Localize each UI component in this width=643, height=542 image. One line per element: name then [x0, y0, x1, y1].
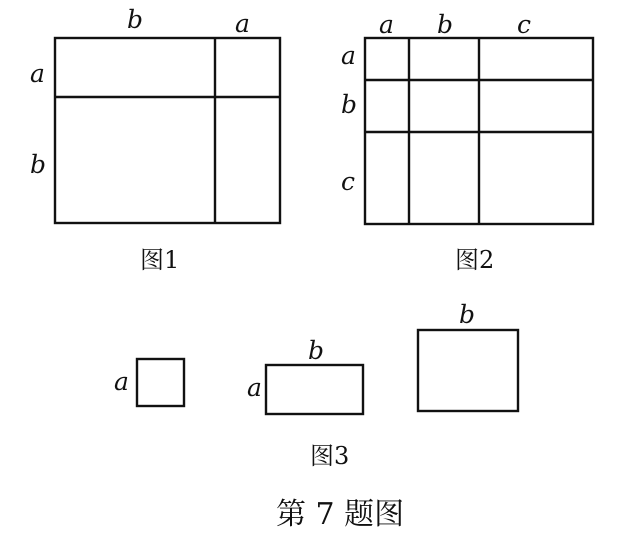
fig1-outer-square	[55, 38, 280, 223]
fig3-square-b-label: b	[459, 300, 476, 329]
fig3-caption: 图3	[310, 442, 350, 470]
fig1-top-label-a: a	[235, 9, 250, 38]
fig2-top-label-c: c	[517, 10, 532, 39]
figure-2	[341, 10, 593, 274]
fig1-left-label-a: a	[30, 59, 45, 88]
fig2-top-label-b: b	[437, 10, 454, 39]
fig3-rect-a-label: a	[247, 373, 262, 402]
fig1-left-label-b: b	[30, 150, 47, 179]
figure-3	[114, 300, 518, 470]
fig2-top-label-a: a	[379, 10, 394, 39]
fig3-square-a-label: a	[114, 367, 129, 396]
fig1-top-label-b: b	[127, 5, 144, 34]
fig2-left-label-a: a	[341, 41, 356, 70]
fig3-square-a	[137, 359, 184, 406]
fig3-rect-ab	[266, 365, 363, 414]
problem-title: 第 7 题图	[276, 497, 405, 532]
fig2-left-label-c: c	[341, 167, 356, 196]
fig1-caption: 图1	[140, 246, 180, 274]
figure-1	[30, 5, 280, 274]
fig2-left-label-b: b	[341, 90, 358, 119]
fig3-square-b	[418, 330, 518, 411]
fig2-caption: 图2	[455, 246, 495, 274]
fig3-rect-b-label: b	[308, 336, 325, 365]
